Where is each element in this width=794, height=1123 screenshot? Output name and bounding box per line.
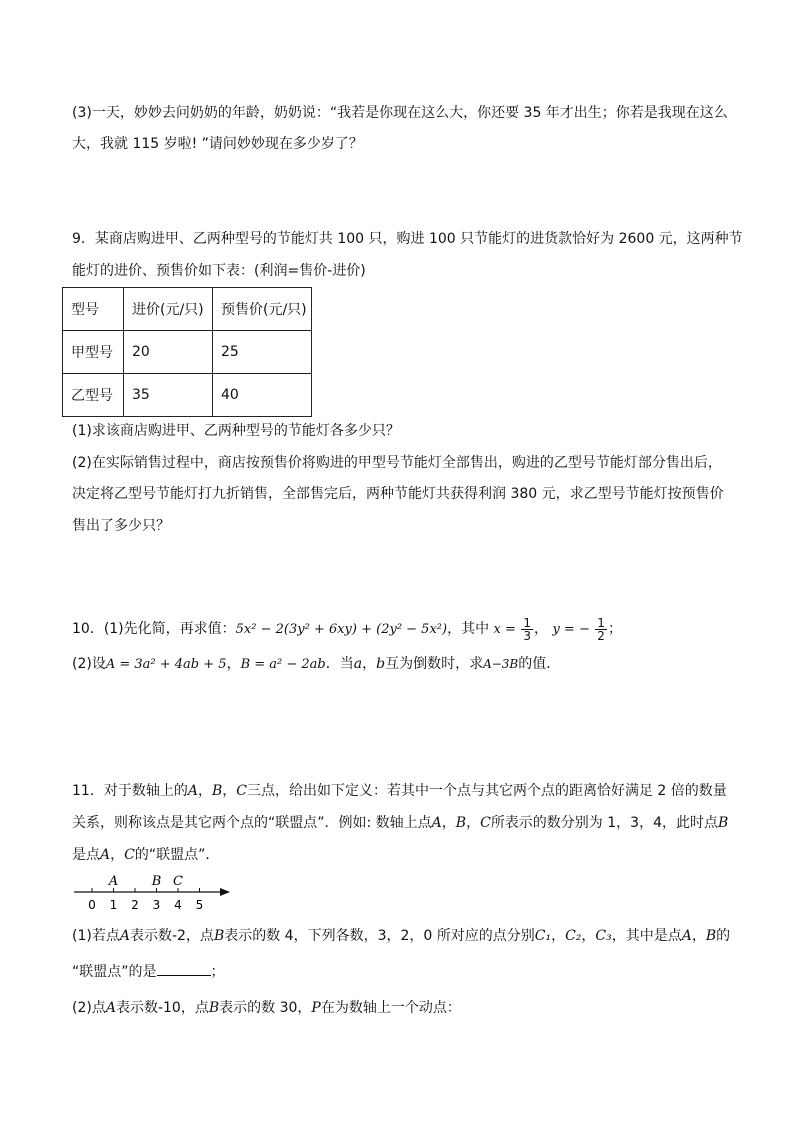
point-P: P xyxy=(311,1000,321,1016)
text: ； xyxy=(210,964,225,980)
table-row xyxy=(63,374,312,417)
point-B: B xyxy=(455,815,467,831)
text: 11．对于数轴上的 xyxy=(72,783,188,799)
A-expression: A = 3a² + 4ab + 5 xyxy=(105,657,227,672)
q11-line2 xyxy=(72,813,728,833)
q10-sep: ， xyxy=(226,656,241,672)
x-fraction xyxy=(521,617,533,642)
table-header-cell: 型号 xyxy=(63,288,124,331)
q9-stem-line2: 能灯的进价、预售价如下表：(利润=售价-进价) xyxy=(72,263,366,279)
y-label: y = − xyxy=(552,622,590,637)
target-expression: A−3B xyxy=(483,657,519,671)
point-C2: C₂ xyxy=(565,928,582,944)
q9-sub2-line3: 售出了多少只？ xyxy=(72,518,170,534)
table-cell: 甲型号 xyxy=(63,331,124,374)
number-line xyxy=(72,870,242,916)
q10-comma: ， xyxy=(533,621,548,637)
text: 表示数-2，点 xyxy=(129,928,214,944)
table-header-cell: 进价(元/只) xyxy=(124,288,213,331)
point-B: B xyxy=(705,928,717,944)
point-A: A xyxy=(431,815,442,831)
point-B: B xyxy=(213,928,225,944)
var-a: a xyxy=(353,656,363,672)
q9-sub2-line2: 决定将乙型号节能灯打九折销售，全部售完后，两种节能灯共获得利润 380 元，求乙型号节能灯按预售价 xyxy=(72,486,724,502)
table-cell: 40 xyxy=(213,374,312,417)
table-cell: 20 xyxy=(124,331,213,374)
y-fraction xyxy=(595,617,607,642)
q9-stem-line1: 9．某商店购进甲、乙两种型号的节能灯共 100 只，购进 100 只节能灯的进货款恰好为 2600 元，这两种节 xyxy=(72,231,743,247)
text: 表示的数 4，下列各数，3，2，0 所对应的点分别 xyxy=(224,928,535,944)
table-cell: 35 xyxy=(124,374,213,417)
text: ， xyxy=(441,815,456,831)
text: 关系，则称该点是其它两个点的“联盟点”．例如: 数轴上点 xyxy=(72,815,432,831)
q10-sub1-prefix: 10．(1)先化简，再求值： xyxy=(72,621,236,637)
text: ， xyxy=(222,783,237,799)
q10-sub2-end: 的值． xyxy=(518,656,561,672)
text: ， xyxy=(691,928,706,944)
axis-tick-label: 0 xyxy=(88,898,96,912)
table-header-cell: 预售价(元/只) xyxy=(213,288,312,331)
q10-where: ，其中 xyxy=(447,621,490,637)
text: ， xyxy=(110,847,125,863)
point-A: A xyxy=(681,928,692,944)
text: 表示数-10，点 xyxy=(115,1000,209,1016)
q11-line3 xyxy=(72,845,219,865)
text: 表示的数 30， xyxy=(219,1000,312,1016)
point-C: C xyxy=(236,783,247,799)
price-table xyxy=(62,287,312,417)
text: ， xyxy=(197,783,212,799)
axis-tick-label: 1 xyxy=(109,898,118,912)
table-cell: 乙型号 xyxy=(63,374,124,417)
q10-sub2-mid: ．当 xyxy=(325,656,354,672)
axis-tick-label: 3 xyxy=(152,898,161,912)
text: 在为数轴上一个动点： xyxy=(320,1000,461,1016)
y-denominator: 2 xyxy=(597,628,605,643)
point-C3: C₃ xyxy=(595,928,612,944)
q11-sub2-line1 xyxy=(72,998,461,1018)
point-A: A xyxy=(187,783,198,799)
q10-sub1 xyxy=(72,614,622,645)
table-cell: 25 xyxy=(213,331,312,374)
text: “联盟点”的是 xyxy=(72,964,157,980)
point-C1: C₁ xyxy=(534,928,552,944)
point-B: B xyxy=(211,783,223,799)
text: 的“联盟点”． xyxy=(134,847,220,863)
text: ， xyxy=(551,928,566,944)
q11-sub1-line1 xyxy=(72,926,730,946)
point-B: B xyxy=(717,815,729,831)
axis-arrow-icon xyxy=(220,888,230,896)
q10-expression: 5x² − 2(3y² + 6xy) + (2y² − 5x²) xyxy=(235,622,448,637)
q10-comma2: ， xyxy=(362,656,377,672)
q10-sub2-rest: 互为倒数时，求 xyxy=(385,656,484,672)
axis-tick-label: 4 xyxy=(174,898,182,912)
q8-part3-line1: (3)一天，妙妙去问奶奶的年龄，奶奶说：“我若是你现在这么大，你还要 35 年才出生；你若是我现在这么 xyxy=(72,105,728,121)
point-C: C xyxy=(124,847,135,863)
answer-blank[interactable] xyxy=(157,961,211,976)
x-numerator: 1 xyxy=(523,615,531,630)
y-numerator: 1 xyxy=(597,615,605,630)
text: 三点，给出如下定义：若其中一个点与其它两个点的距离恰好满足 2 倍的数量 xyxy=(246,783,727,799)
x-label: x = xyxy=(493,622,516,637)
text: 是点 xyxy=(72,847,100,863)
axis-point-label: A xyxy=(108,874,119,889)
text: (2)点 xyxy=(72,1000,106,1016)
q10-sub2-prefix: (2)设 xyxy=(72,656,106,672)
point-A: A xyxy=(119,928,130,944)
axis-point-label: B xyxy=(151,874,162,889)
B-expression: B = a² − 2ab xyxy=(240,657,326,672)
text: 的 xyxy=(716,928,731,944)
x-denominator: 3 xyxy=(523,628,531,643)
text: (1)若点 xyxy=(72,928,120,944)
table-row xyxy=(63,331,312,374)
q8-part3-line2: 大，我就 115 岁啦! ”请问妙妙现在多少岁了？ xyxy=(72,136,363,152)
text: ，其中是点 xyxy=(611,928,682,944)
q11-line1 xyxy=(72,781,727,801)
text: ， xyxy=(466,815,481,831)
axis-tick-label: 2 xyxy=(131,898,139,912)
q9-sub1: (1)求该商店购进甲、乙两种型号的节能灯各多少只？ xyxy=(72,423,400,439)
point-B: B xyxy=(208,1000,220,1016)
q11-sub1-line2 xyxy=(72,961,225,982)
point-A: A xyxy=(105,1000,116,1016)
q9-sub2-line1: (2)在实际销售过程中，商店按预售价将购进的甲型号节能灯全部售出，购进的乙型号节能灯部分售出后， xyxy=(72,455,722,471)
axis-point-label: C xyxy=(173,874,183,889)
point-A: A xyxy=(100,847,111,863)
q10-end: ； xyxy=(607,621,622,637)
text: 所表示的数分别为 1，3，4，此时点 xyxy=(490,815,718,831)
axis-tick-label: 5 xyxy=(195,898,204,912)
text: ， xyxy=(581,928,596,944)
q10-sub2 xyxy=(72,654,560,675)
table-header-row xyxy=(63,288,312,331)
var-b: b xyxy=(376,656,386,672)
point-C: C xyxy=(480,815,491,831)
